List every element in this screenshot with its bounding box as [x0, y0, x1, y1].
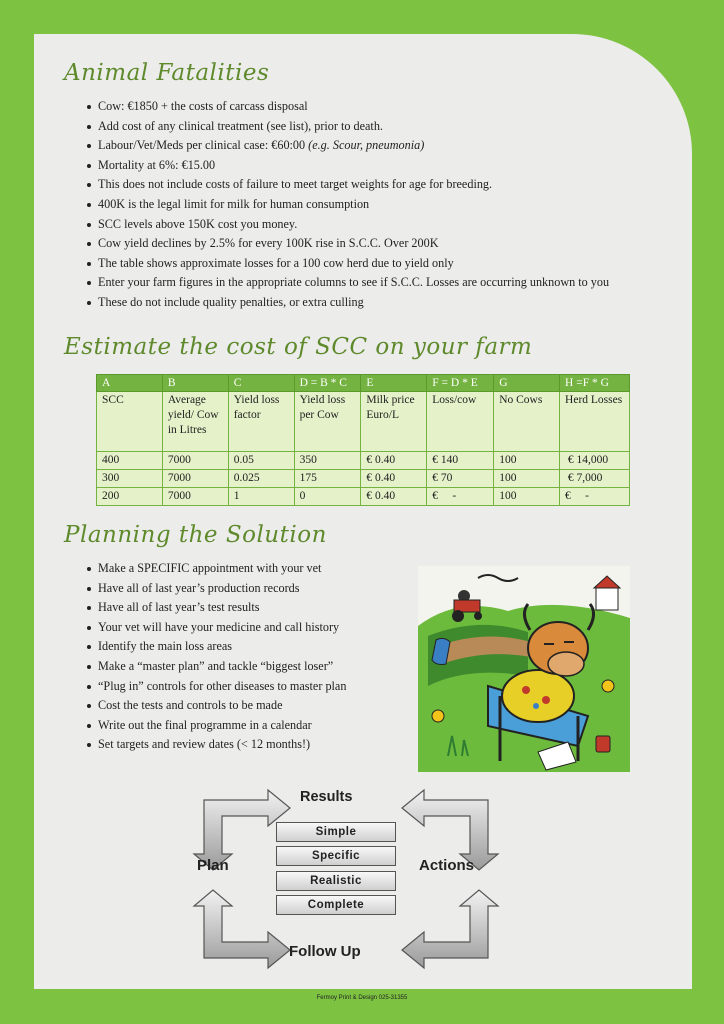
- list-item: Write out the final programme in a calendar: [66, 716, 346, 736]
- relaxing-cow-illustration: [418, 566, 630, 772]
- list-item: [66, 273, 609, 293]
- list-item: [66, 215, 609, 235]
- list-item: [66, 97, 609, 117]
- column-header: Yield loss per Cow: [294, 392, 361, 452]
- column-header: SCC: [97, 392, 163, 452]
- animal-fatalities-title: Animal Fatalities: [64, 60, 270, 86]
- table-cell: € 7,000: [560, 470, 630, 488]
- table-cell: 7000: [162, 452, 228, 470]
- table-cell: € 140: [427, 452, 494, 470]
- column-header: Milk price Euro/L: [361, 392, 427, 452]
- list-item-text: The table shows approximate losses for a 100 cow herd due to yield only: [98, 255, 454, 270]
- table-cell: € -: [427, 488, 494, 506]
- table-cell: 350: [294, 452, 361, 470]
- smart-complete-box: Complete: [276, 895, 396, 915]
- list-item: [66, 293, 609, 313]
- table-row: [97, 488, 630, 506]
- list-item: [66, 117, 609, 137]
- list-item: Have all of last year’s test results: [66, 598, 346, 618]
- list-item: [66, 195, 609, 215]
- list-item: [66, 156, 609, 176]
- list-item-note: (e.g. Scour, pneumonia): [308, 138, 425, 153]
- table-cell: € 0.40: [361, 452, 427, 470]
- column-letter: D = B * C: [294, 375, 361, 392]
- table-cell: € 0.40: [361, 470, 427, 488]
- smart-realistic-box: Realistic: [276, 871, 396, 891]
- list-item: “Plug in” controls for other diseases to master plan: [66, 677, 346, 697]
- table-cell: 0: [294, 488, 361, 506]
- column-header: Yield loss factor: [228, 392, 294, 452]
- table-cell: 0.025: [228, 470, 294, 488]
- list-item: Have all of last year’s production records: [66, 579, 346, 599]
- column-letter: B: [162, 375, 228, 392]
- list-item-text: This does not include costs of failure to meet target weights for age for breeding.: [98, 177, 493, 192]
- table-cell: 400: [97, 452, 163, 470]
- table-row: [97, 470, 630, 488]
- table-cell: 1: [228, 488, 294, 506]
- list-item-text: Cow: €1850 + the costs of carcass disposal: [98, 99, 308, 113]
- column-header: No Cows: [494, 392, 560, 452]
- table-cell: 7000: [162, 470, 228, 488]
- list-item: [66, 254, 609, 274]
- column-letter: G: [494, 375, 560, 392]
- list-item: Cost the tests and controls to be made: [66, 696, 346, 716]
- results-label: Results: [300, 789, 353, 805]
- table-cell: 200: [97, 488, 163, 506]
- column-letter: E: [361, 375, 427, 392]
- column-header: Loss/cow: [427, 392, 494, 452]
- column-letter: F = D * E: [427, 375, 494, 392]
- table-cell: € 0.40: [361, 488, 427, 506]
- list-item-text: Cow yield declines by 2.5% for every 100K rise in S.C.C. Over 200K: [98, 236, 439, 251]
- list-item: [66, 136, 609, 156]
- list-item-text: Mortality at 6%: €15.00: [98, 157, 216, 172]
- list-item-text: SCC levels above 150K cost you money.: [98, 216, 298, 231]
- table-letter-row: [97, 375, 630, 392]
- list-item: Make a SPECIFIC appointment with your vet: [66, 559, 346, 579]
- plan-label: Plan: [197, 857, 229, 874]
- table-cell: 7000: [162, 488, 228, 506]
- table-cell: 100: [494, 452, 560, 470]
- list-item-text: 400K is the legal limit for milk for human consumption: [98, 196, 370, 211]
- list-item: Make a “master plan” and tackle “biggest loser”: [66, 657, 346, 677]
- table-cell: 100: [494, 488, 560, 506]
- table-header-row: [97, 392, 630, 452]
- actions-label: Actions: [419, 857, 475, 874]
- table-cell: € 70: [427, 470, 494, 488]
- table-cell: 100: [494, 470, 560, 488]
- planning-list: [66, 559, 346, 755]
- scc-cost-table: [96, 374, 630, 506]
- follow-up-label: Follow Up: [289, 943, 361, 960]
- fatalities-list: [66, 97, 609, 313]
- column-header: Average yield/ Cow in Litres: [162, 392, 228, 452]
- smart-specific-box: Specific: [276, 846, 396, 866]
- column-letter: C: [228, 375, 294, 392]
- table-cell: 175: [294, 470, 361, 488]
- list-item: Identify the main loss areas: [66, 637, 346, 657]
- column-header: Herd Losses: [560, 392, 630, 452]
- table-row: [97, 452, 630, 470]
- column-letter: A: [97, 375, 163, 392]
- list-item-text: Enter your farm figures in the appropriate columns to see if S.C.C. Losses are occurring unknown to you: [98, 275, 610, 290]
- estimate-cost-title: Estimate the cost of SCC on your farm: [64, 334, 533, 360]
- list-item: [66, 234, 609, 254]
- list-item-text: Labour/Vet/Meds per clinical case: €60:00: [98, 138, 309, 153]
- table-cell: € 14,000: [560, 452, 630, 470]
- printer-credit: Fermoy Print & Design 025-31355: [316, 995, 408, 1001]
- list-item-text: Add cost of any clinical treatment (see list), prior to death.: [98, 118, 383, 133]
- bottom-right-arrow: [402, 890, 498, 968]
- smart-simple-box: Simple: [276, 822, 396, 842]
- table-cell: 0.05: [228, 452, 294, 470]
- list-item: Your vet will have your medicine and call history: [66, 618, 346, 638]
- list-item: [66, 175, 609, 195]
- table-cell: 300: [97, 470, 163, 488]
- planning-solution-title: Planning the Solution: [64, 522, 327, 548]
- list-item-text: These do not include quality penalties, or extra culling: [98, 294, 364, 309]
- list-item: Set targets and review dates (< 12 months!): [66, 735, 346, 755]
- table-cell: € -: [560, 488, 630, 506]
- column-letter: H =F * G: [560, 375, 630, 392]
